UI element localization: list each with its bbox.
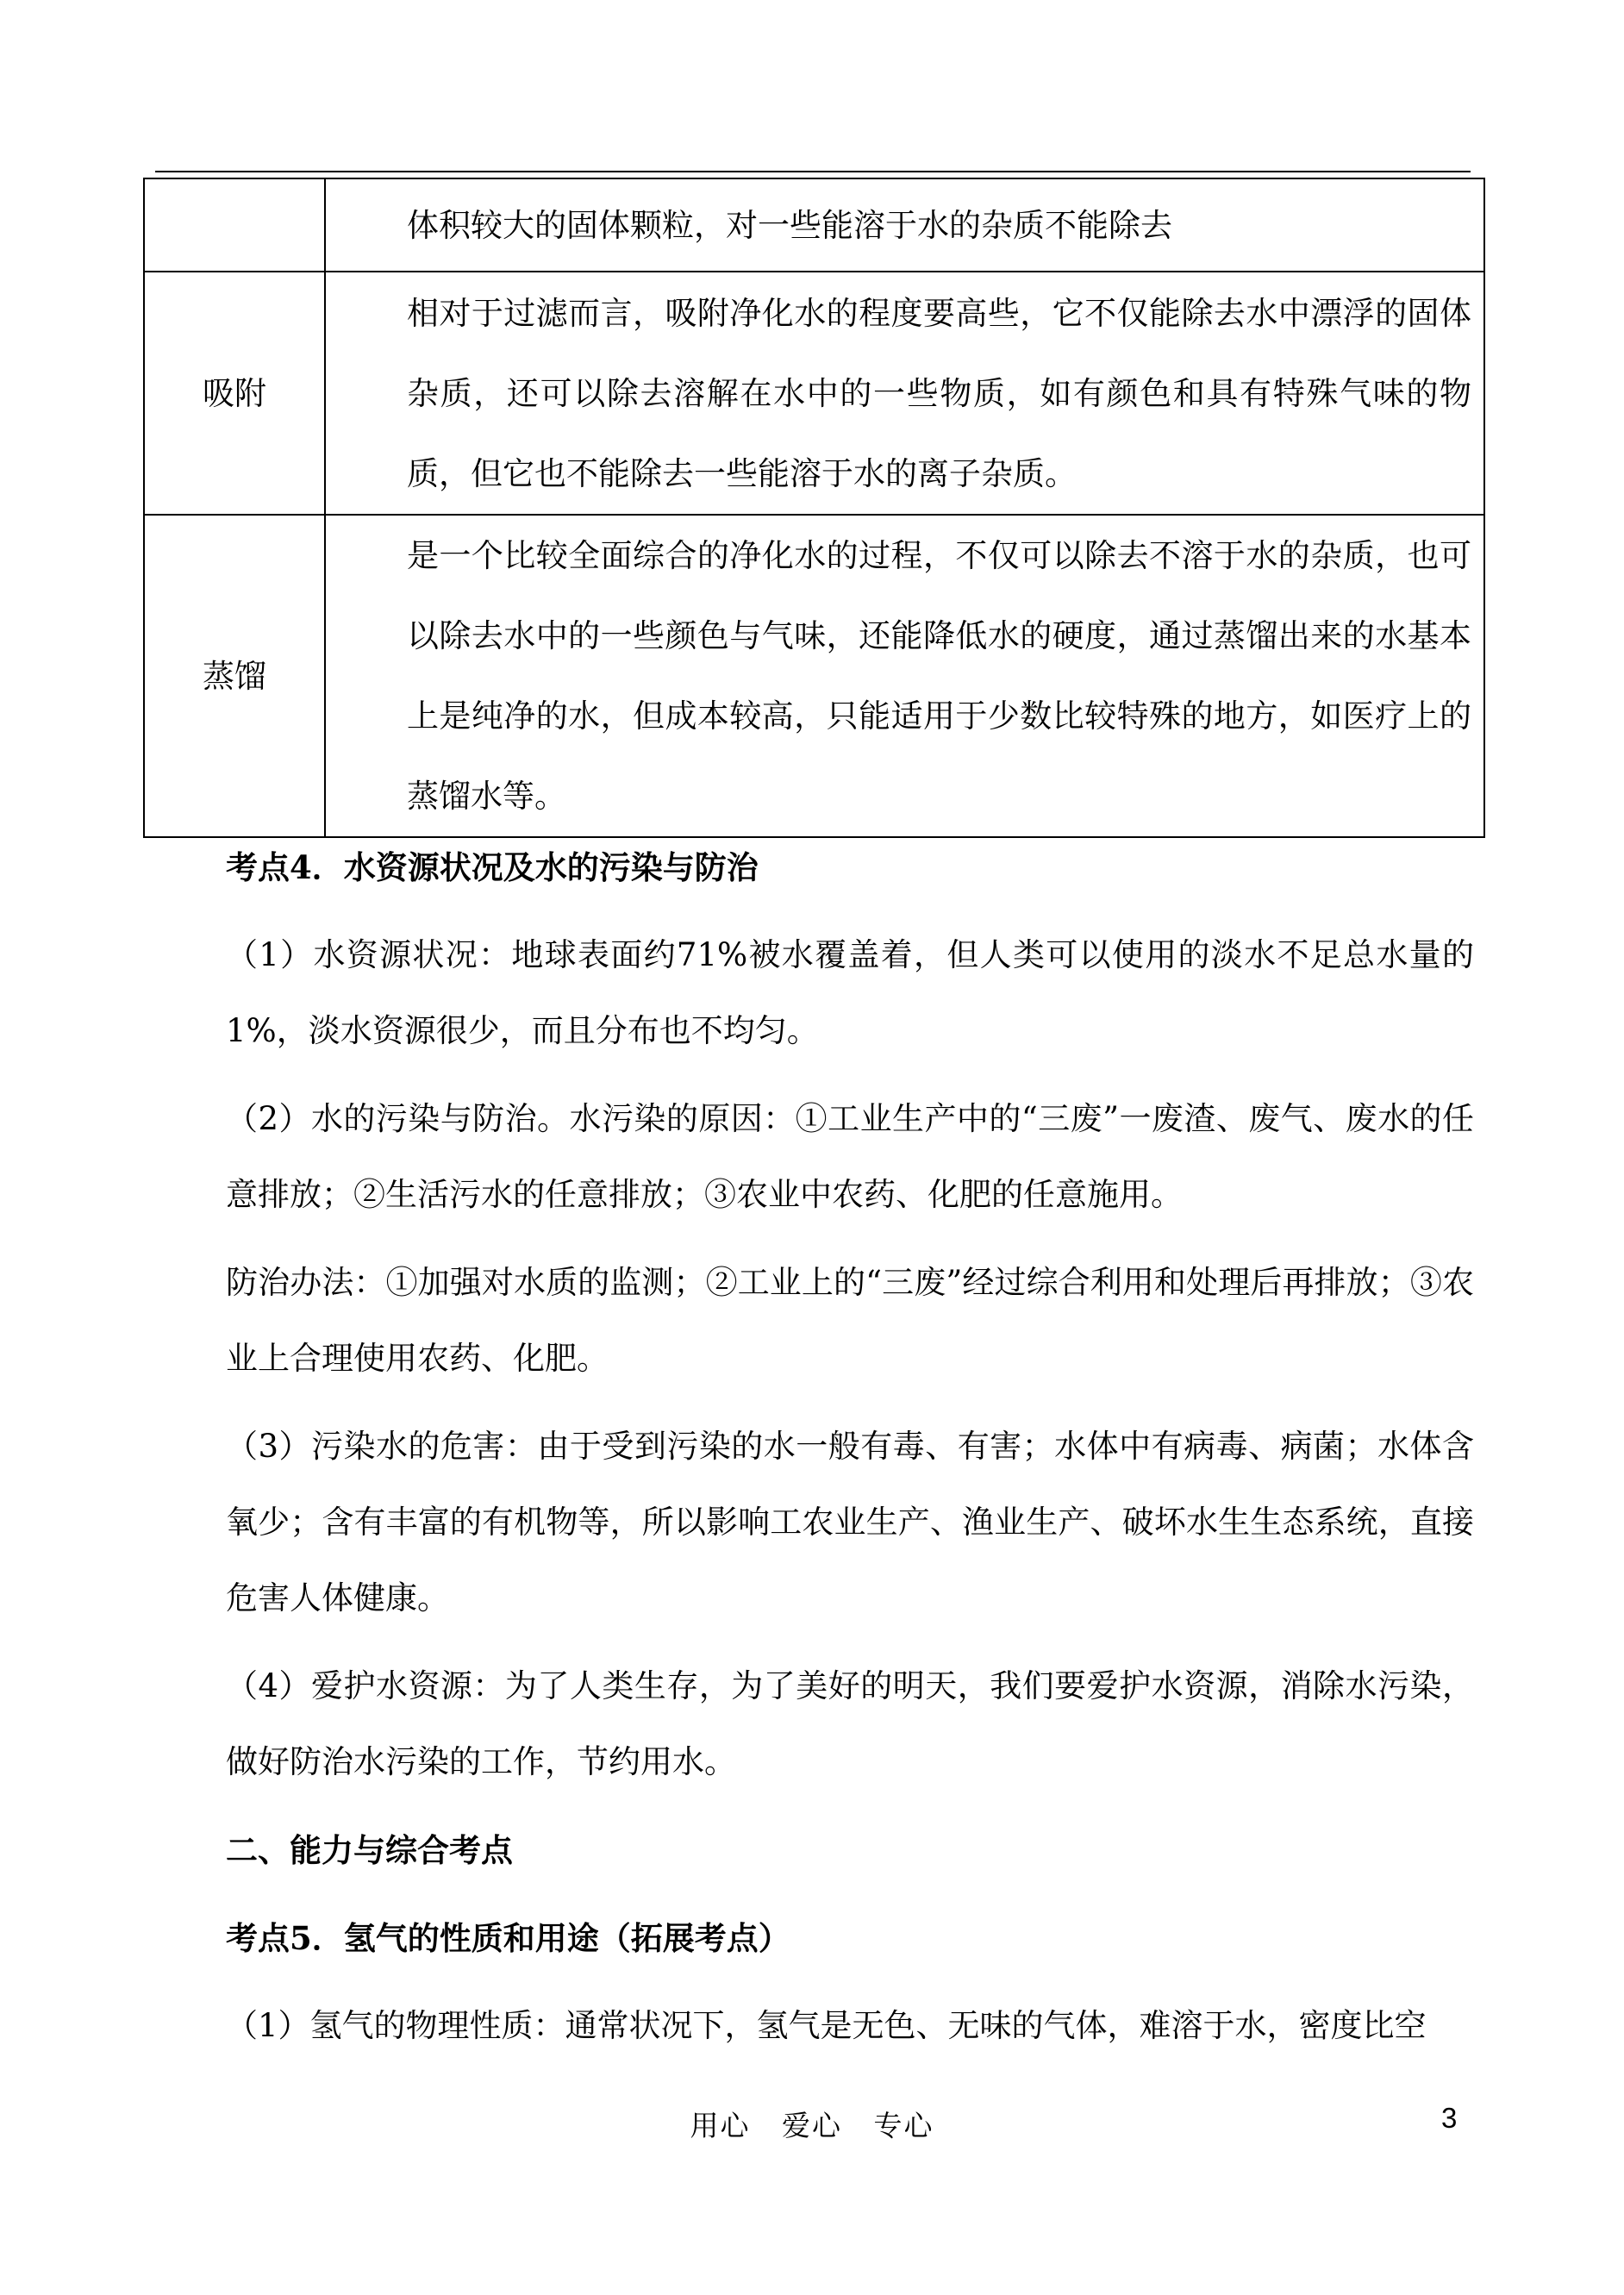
table-row bbox=[144, 272, 1484, 515]
method-name-cell: 吸附 bbox=[144, 272, 325, 515]
table-row bbox=[144, 178, 1484, 272]
page-number: 3 bbox=[1441, 2102, 1458, 2134]
paragraph-protect-water: （4）爱护水资源：为了人类生存，为了美好的明天，我们要爱护水资源，消除水污染，做好防治水污染的工作，节约用水。 bbox=[226, 1667, 1474, 1780]
section-heading-part-2: 二、能力与综合考点 bbox=[226, 1831, 513, 1869]
paragraph-water-resources: （1）水资源状况：地球表面约71%被水覆盖着，但人类可以使用的淡水不足总水量的1%，淡水资源很少，而且分布也不均匀。 bbox=[226, 936, 1474, 1049]
section-heading-kaodian-5: 考点5．氢气的性质和用途（拓展考点） bbox=[226, 1919, 790, 1957]
method-description-cell: 相对于过滤而言，吸附净化水的程度要高些，它不仅能除去水中漂浮的固体杂质，还可以除去溶解在水中的一些物质，如有颜色和具有特殊气味的物质，但它也不能除去一些能溶于水的离子杂质。 bbox=[325, 272, 1484, 515]
paragraph-pollution-hazards: （3）污染水的危害：由于受到污染的水一般有毒、有害；水体中有病毒、病菌；水体含氧少；含有丰富的有机物等，所以影响工农业生产、渔业生产、破坏水生生态系统，直接危害人体健康。 bbox=[226, 1428, 1474, 1617]
purification-methods-table bbox=[143, 178, 1485, 838]
method-description-cell: 体积较大的固体颗粒，对一些能溶于水的杂质不能除去 bbox=[325, 178, 1484, 272]
table-row bbox=[144, 515, 1484, 837]
method-name-cell bbox=[144, 178, 325, 272]
section-heading-kaodian-4: 考点4．水资源状况及水的污染与防治 bbox=[226, 848, 759, 886]
paragraph-water-pollution: （2）水的污染与防治。水污染的原因：①工业生产中的“三废”一废渣、废气、废水的任意排放；②生活污水的任意排放；③农业中农药、化肥的任意施用。 bbox=[226, 1100, 1474, 1213]
method-name-cell: 蒸馏 bbox=[144, 515, 325, 837]
paragraph-prevention-methods: 防治办法：①加强对水质的监测；②工业上的“三废”经过综合利用和处理后再排放；③农业上合理使用农药、化肥。 bbox=[226, 1264, 1474, 1377]
footer-slogan: 用心 爱心 专心 bbox=[690, 2109, 934, 2142]
document-body bbox=[226, 829, 1474, 2064]
paragraph-hydrogen-properties: （1）氢气的物理性质：通常状况下，氢气是无色、无味的气体，难溶于水，密度比空 bbox=[226, 2007, 1427, 2044]
header-rule bbox=[155, 171, 1471, 172]
method-description-cell: 是一个比较全面综合的净化水的过程，不仅可以除去不溶于水的杂质，也可以除去水中的一些颜色与气味，还能降低水的硬度，通过蒸馏出来的水基本上是纯净的水，但成本较高，只能适用于少数比较特殊的地方，如医疗上的蒸馏水等。 bbox=[325, 515, 1484, 837]
